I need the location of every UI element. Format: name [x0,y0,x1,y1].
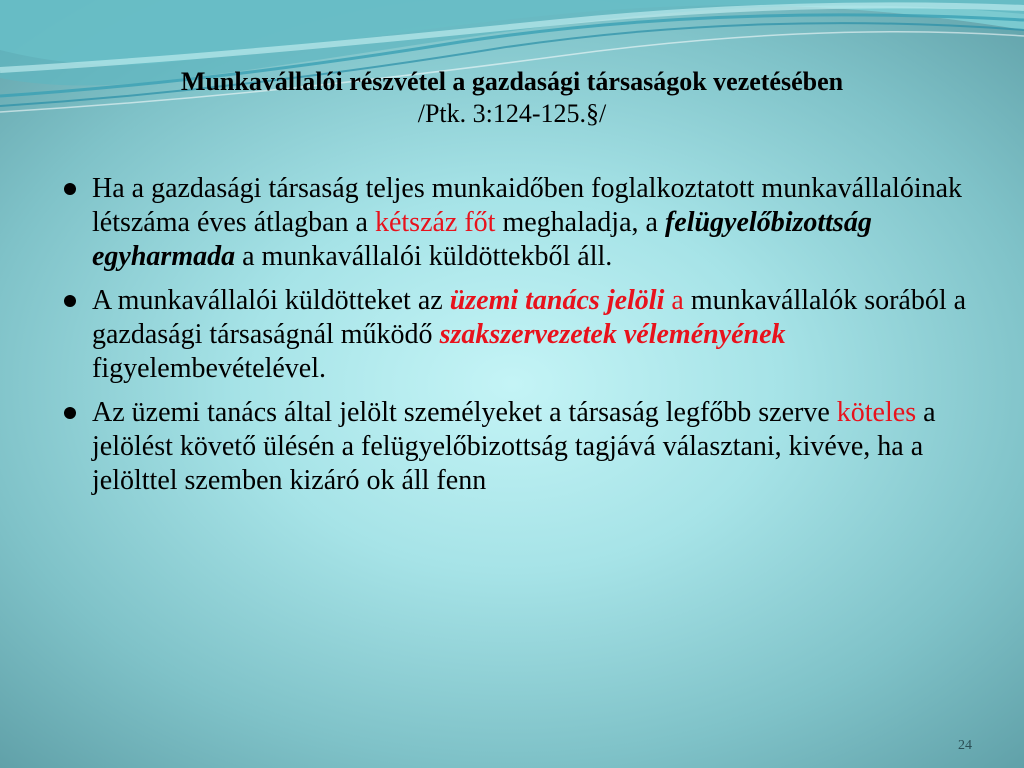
bullet-icon [64,183,76,195]
bullet-text: a jelölést követő ülésén a felügyelőbizottság tagjává választani, kivéve, ha a jelölttel szemben kizáró ok áll fenn [92,397,936,496]
title-subtitle: /Ptk. 3:124-125.§/ [417,99,607,128]
emphasis-text: szakszervezetek véleményének [439,319,786,350]
bullet-icon [64,295,76,307]
emphasis-text: üzemi tanács jelöli [449,285,665,316]
bullet-item [62,284,967,386]
bullet-item [62,172,967,274]
page-number: 24 [958,738,972,753]
emphasis-text: a [664,285,684,316]
emphasis-text: köteles [836,397,917,428]
bullet-text: figyelembevételével. [92,353,326,384]
bullet-text: Ha a gazdasági társaság teljes munkaidőben foglalkoztatott munkavállalóinak létszáma éves átlagban a [92,173,963,238]
slide-title [40,66,984,130]
bullet-text: a munkavállalói küldöttekből áll. [235,241,613,272]
bullet-text: meghaladja, a [495,207,665,238]
bullet-icon [64,407,76,419]
bullet-text: munkavállalók sorából a gazdasági társaságnál működő [92,285,967,350]
bullet-text: A munkavállalói küldötteket az [92,285,450,316]
emphasis-text: kétszáz főt [374,207,496,238]
title-main: Munkavállalói részvétel a gazdasági társaságok vezetésében [180,67,844,96]
emphasis-text: felügyelőbizottság egyharmada [92,207,872,272]
bullet-item [62,396,967,498]
bullet-text: Az üzemi tanács által jelölt személyeket a társaság legfőbb szerve [92,397,837,428]
bullet-list [62,172,967,508]
